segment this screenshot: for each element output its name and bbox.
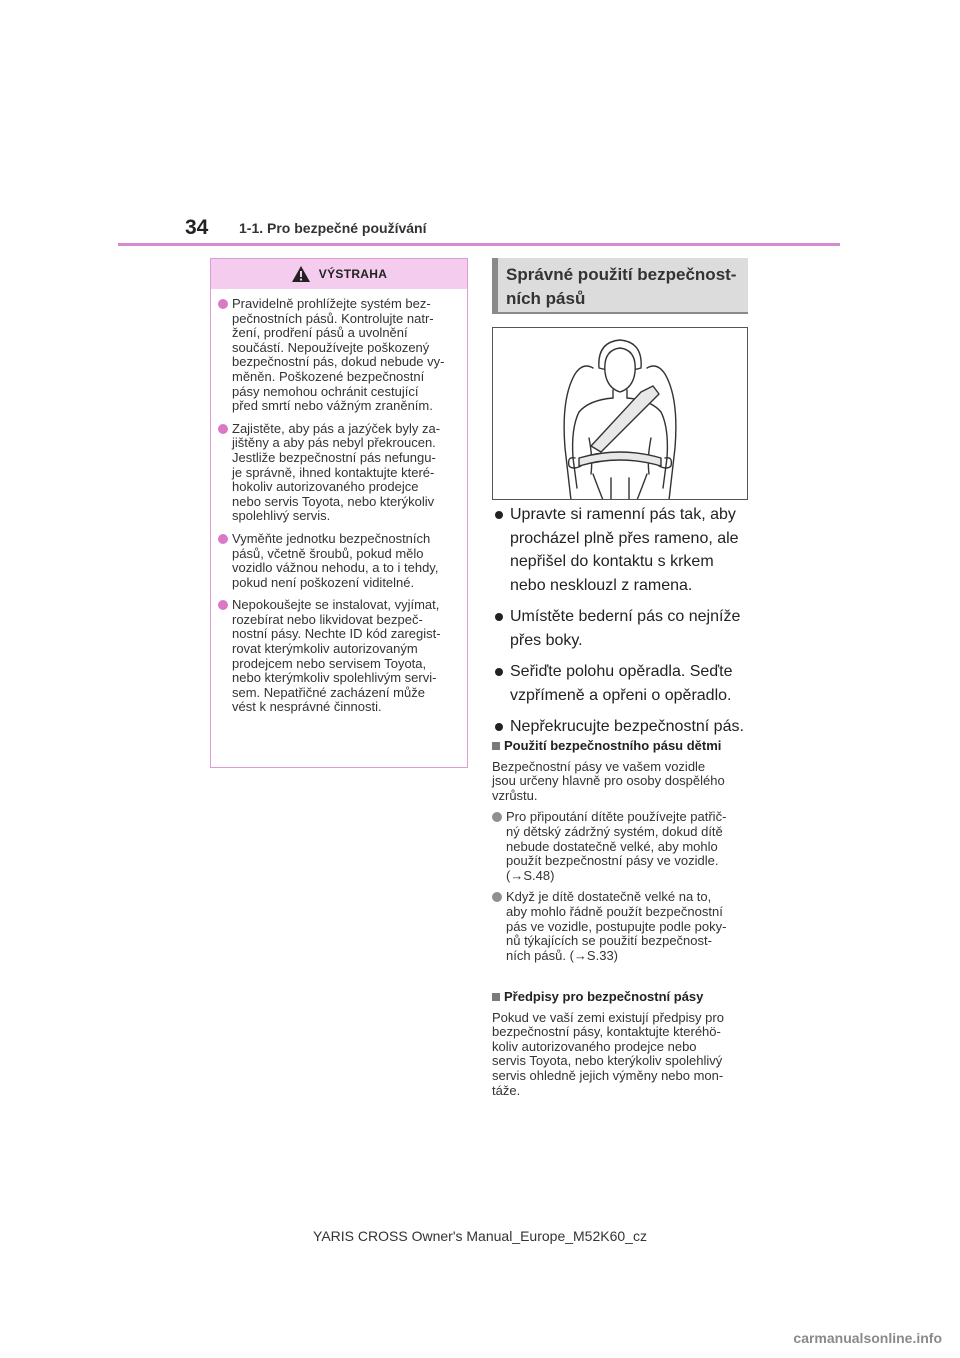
bullet-icon [218,299,228,309]
bullet-icon [495,723,503,731]
bullet-icon [492,892,502,902]
seatbelt-illustration [492,327,748,500]
warning-triangle-icon [291,265,311,283]
tip-item [492,715,752,739]
header-rule [118,243,840,246]
note-item-text: Pro připoutání dítěte používejte patřič- ný dětský zádržný systém, dokud dítě nebude dostatečně velké, aby mohlo použít bezpečnostní pásy ve vozidle. (→S.48) [506,809,727,883]
regulations-note [492,990,754,1098]
note-title: Použití bezpečnostního pásu dětmi [504,738,722,753]
tip-text: Umístěte bederní pás co nejníže přes boky. [510,608,741,649]
square-bullet-icon [492,993,500,1001]
note-title: Předpisy pro bezpečnostní pásy [504,989,704,1004]
bullet-icon [218,600,228,610]
subsection-heading-rule [492,312,748,314]
children-note [492,739,754,963]
bullet-icon [495,668,503,676]
warning-item [211,422,467,524]
warning-title: VÝSTRAHA [318,267,388,281]
note-body: Bezpečnostní pásy ve vašem vozidle jsou určeny hlavně pro osoby dospělého vzrůstu. [492,758,725,803]
warning-header [211,259,467,289]
note-item-text: Když je dítě dostatečně velké na to, aby mohlo řádně použít bezpečnostní pás ve vozidle, postupujte podle poky- nů týkajících se použití bezpečnost- ních pásů. (→S.33) [506,889,727,963]
subsection-heading: Správné použití bezpečnost- ních pásů [492,258,748,312]
bullet-icon [218,534,228,544]
section-title: 1-1. Pro bezpečné používání [239,220,427,236]
tip-item [492,660,752,707]
tip-text: Nepřekrucujte bezpečnostní pás. [510,718,744,735]
note-heading [492,739,754,754]
warning-item-text: Pravidelně prohlížejte systém bez- pečnostních pásů. Kontrolujte natr- žení, prodření pásů a uvolnění součástí. Nepoužívejte poškozený bezpečnostní pás, dokud nebude vy- měněn. Poškozené bezpečnostní pásy nemohou ochránit cestující před smrtí nebo vážným zraněním. [232,296,445,414]
bullet-icon [495,613,503,621]
note-heading [492,990,754,1005]
warning-item [211,297,467,414]
usage-tips-list [492,503,752,747]
tip-text: Seřiďte polohu opěradla. Seďte vzpřímeně a opřeni o opěradlo. [510,663,733,704]
bullet-icon [218,424,228,434]
note-item [492,810,754,883]
warning-box [210,258,468,768]
page-number: 34 [185,216,209,239]
tip-item [492,503,752,597]
warning-item [211,532,467,590]
square-bullet-icon [492,742,500,750]
note-body: Pokud ve vaší zemi existují předpisy pro bezpečnostní pásy, kontaktujte kteréhö- koliv autorizovaného prodejce nebo servis Toyota, nebo kterýkoliv spolehlivý servis ohledně jejich výměny nebo mon- táže. [492,1009,724,1098]
note-item [492,890,754,963]
warning-item [211,598,467,715]
bullet-icon [495,511,503,519]
tip-text: Upravte si ramenní pás tak, aby procházel plně přes rameno, ale nepřišel do kontaktu s krkem nebo nesklouzl z ramena. [510,506,739,594]
warning-item-text: Zajistěte, aby pás a jazýček byly za- jištěny a aby pás nebyl překroucen. Jestliže bezpečnostní pás nefungu- je správně, ihned kontaktujte které- hokoliv autorizovaného prodejce nebo servis Toyota, nebo kterýkoliv spolehlivý servis. [232,420,441,524]
bullet-icon [492,812,502,822]
warning-item-text: Nepokoušejte se instalovat, vyjímat, rozebírat nebo likvidovat bezpeč- nostní pásy. Nechte ID kód zaregist- rovat kterýmkoliv autorizovaným prodejcem nebo servisem Toyota, nebo kterýmkoliv spolehlivým servi- sem. Nepatřičné zacházení může vést k nesprávné činnosti. [232,597,441,715]
watermark: carmanualsonline.info [793,1330,942,1346]
tip-item [492,605,752,652]
footer-text: YARIS CROSS Owner's Manual_Europe_M52K60_cz [313,1228,647,1244]
warning-item-text: Vyměňte jednotku bezpečnostních pásů, včetně šroubů, pokud mělo vozidlo vážnou nehodu, a to i tehdy, pokud není poškození viditelné. [232,530,439,590]
